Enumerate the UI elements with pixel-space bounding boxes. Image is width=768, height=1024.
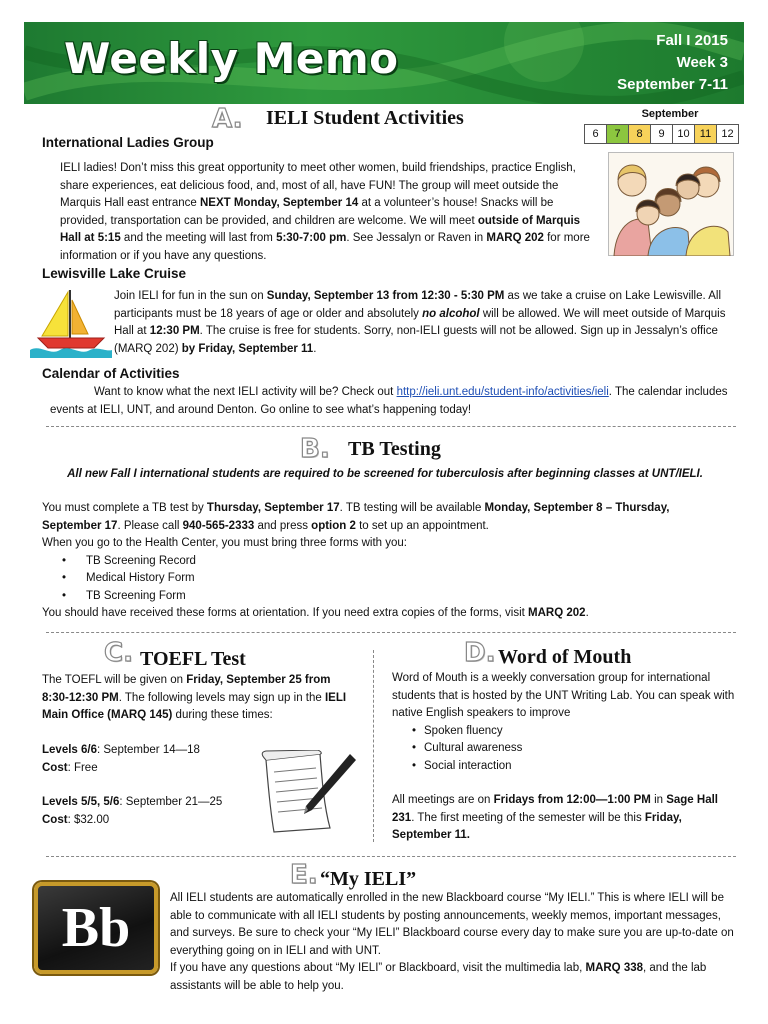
section-e-letter: E. [290, 860, 318, 890]
date-range-label: September 7-11 [617, 76, 728, 93]
calendar-day: 11 [695, 125, 717, 144]
divider [46, 632, 736, 633]
section-d-title: Word of Mouth [498, 646, 632, 668]
list-item: • TB Screening Form [42, 588, 732, 606]
list-item: • Medical History Form [42, 570, 732, 588]
blackboard-logo [34, 882, 158, 974]
term-label: Fall I 2015 [656, 32, 728, 49]
word-of-mouth-text: Word of Mouth is a weekly conversation group for international students that is hosted by the UNT Writing Lab. You can speak with native English speakers to improve • Spoken fluency • Cultural awareness • Social interaction [392, 670, 738, 775]
calendar-day: 10 [673, 125, 695, 144]
list-item: • Spoken fluency [392, 723, 738, 741]
word-of-mouth-schedule: All meetings are on Fridays from 12:00—1:00 PM in Sage Hall 231. The first meeting of the semester will be this Friday, September 11. [392, 794, 718, 841]
women-group-illustration [608, 152, 734, 256]
section-a-title: IELI Student Activities [266, 107, 464, 129]
calendar-month: September [641, 108, 699, 120]
paper-and-pen-icon [260, 750, 360, 834]
cruise-text: Join IELI for fun in the sun on Sunday, September 13 from 12:30 - 5:30 PM as we take a cruise on Lake Lewisville. All participants must be 18 years of age or older and absolutely no alcohol will be allowed. We will meet outside of Marquis Hall at 12:30 PM. The cruise is free for students. Sorry, non-IELI guests will not be allowed. Sign up in Jessalyn’s office (MARQ 202) by Friday, September 11. [114, 290, 726, 355]
toefl-levels-1: Levels 6/6: September 14—18 Cost: Free [42, 744, 200, 774]
column-divider [373, 650, 374, 842]
list-item: • TB Screening Record [42, 553, 732, 571]
list-item: • Cultural awareness [392, 740, 738, 758]
calendar-day: 9 [651, 125, 673, 144]
list-item: • Social interaction [392, 758, 738, 776]
tb-text: You must complete a TB test by Thursday, September 17. TB testing will be available Monday, September 8 – Thursday, September 17. Please call 940-565-2333 and press option 2 to set up an appointment. When you go to the Health Center, you must bring three forms with you: • TB Screening Record • Medical History Form • TB Screening Form You should have received these forms at orientation. If you need extra copies of the forms, visit MARQ 202. [42, 500, 732, 623]
ladies-group-text: IELI ladies! Don’t miss this great opportunity to meet other women, build friendships, practice English, share experiences, eat delicious food, and, most of all, have FUN! The group will meet outside the Marquis Hall east entrance NEXT Monday, September 14 at a volunteer’s house! Snacks will be provided, transportation can be provided, and children are welcome. We will meet outside of Marquis Hall at 5:15 and the meeting will last from 5:30-7:00 pm. See Jessalyn or Raven in MARQ 202 for more information or if you have any questions. [60, 162, 590, 262]
toefl-text: The TOEFL will be given on Friday, September 25 from 8:30-12:30 PM. The following levels may sign up in the IELI Main Office (MARQ 145) during these times: [42, 674, 347, 721]
tb-forms-list [42, 553, 732, 606]
my-ieli-text [170, 890, 734, 995]
section-a-letter: A. [212, 104, 243, 134]
tb-forms-note: You should have received these forms at orientation. If you need extra copies of the forms, visit MARQ 202. [42, 607, 589, 619]
tb-notice: All new Fall I international students are required to be screened for tuberculosis after beginning classes at UNT/IELI. [67, 468, 703, 480]
calendar-day: 12 [717, 125, 739, 144]
memo-title: Weekly Memo [64, 34, 399, 83]
my-ieli-help: If you have any questions about “My IELI” or Blackboard, visit the multimedia lab, MARQ 338, and the lab assistants will be able to help you. [170, 962, 707, 992]
divider [46, 856, 736, 857]
section-b-letter: B. [300, 434, 330, 464]
week-calendar [584, 124, 739, 144]
term-info [617, 30, 728, 96]
section-c-letter: C. [104, 638, 133, 668]
calendar-activities-heading: Calendar of Activities [42, 366, 180, 381]
my-ieli-paragraph: All IELI students are automatically enrolled in the new Blackboard course “My IELI.” This is where IELI will be able to communicate with all IELI students by posting announcements, weekly memos, important messages, and surveys. Be sure to check your “My IELI” Blackboard course every day to make sure you are up-to-date on everything going on in IELI and with UNT. [170, 892, 734, 957]
cruise-heading: Lewisville Lake Cruise [42, 266, 187, 281]
calendar-day: 6 [585, 125, 607, 144]
week-label: Week 3 [676, 54, 728, 71]
calendar-day: 7 [607, 125, 629, 144]
section-b-title: TB Testing [348, 438, 441, 460]
tb-forms-intro: When you go to the Health Center, you must bring three forms with you: [42, 537, 407, 549]
toefl-levels-2: Levels 5/5, 5/6: September 21—25 Cost: $32.00 [42, 796, 223, 826]
section-c-title: TOEFL Test [140, 648, 246, 670]
header-banner [24, 22, 744, 104]
sailboat-icon [28, 286, 112, 358]
calendar-activities-text: Want to know what the next IELI activity will be? Check out http://ieli.unt.edu/student-info/activities/ieli. The calendar includes events at IELI, UNT, and around Denton. Go online to see what’s happening today! [50, 386, 728, 416]
section-d-letter: D. [464, 638, 496, 668]
word-of-mouth-list [392, 723, 738, 776]
calendar-day: 8 [629, 125, 651, 144]
activities-calendar-link[interactable]: http://ieli.unt.edu/student-info/activities/ieli [396, 386, 609, 398]
section-e-title: “My IELI” [320, 868, 417, 890]
divider [46, 426, 736, 427]
blackboard-logo-text: Bb [61, 897, 131, 959]
ladies-group-heading: International Ladies Group [42, 135, 214, 150]
